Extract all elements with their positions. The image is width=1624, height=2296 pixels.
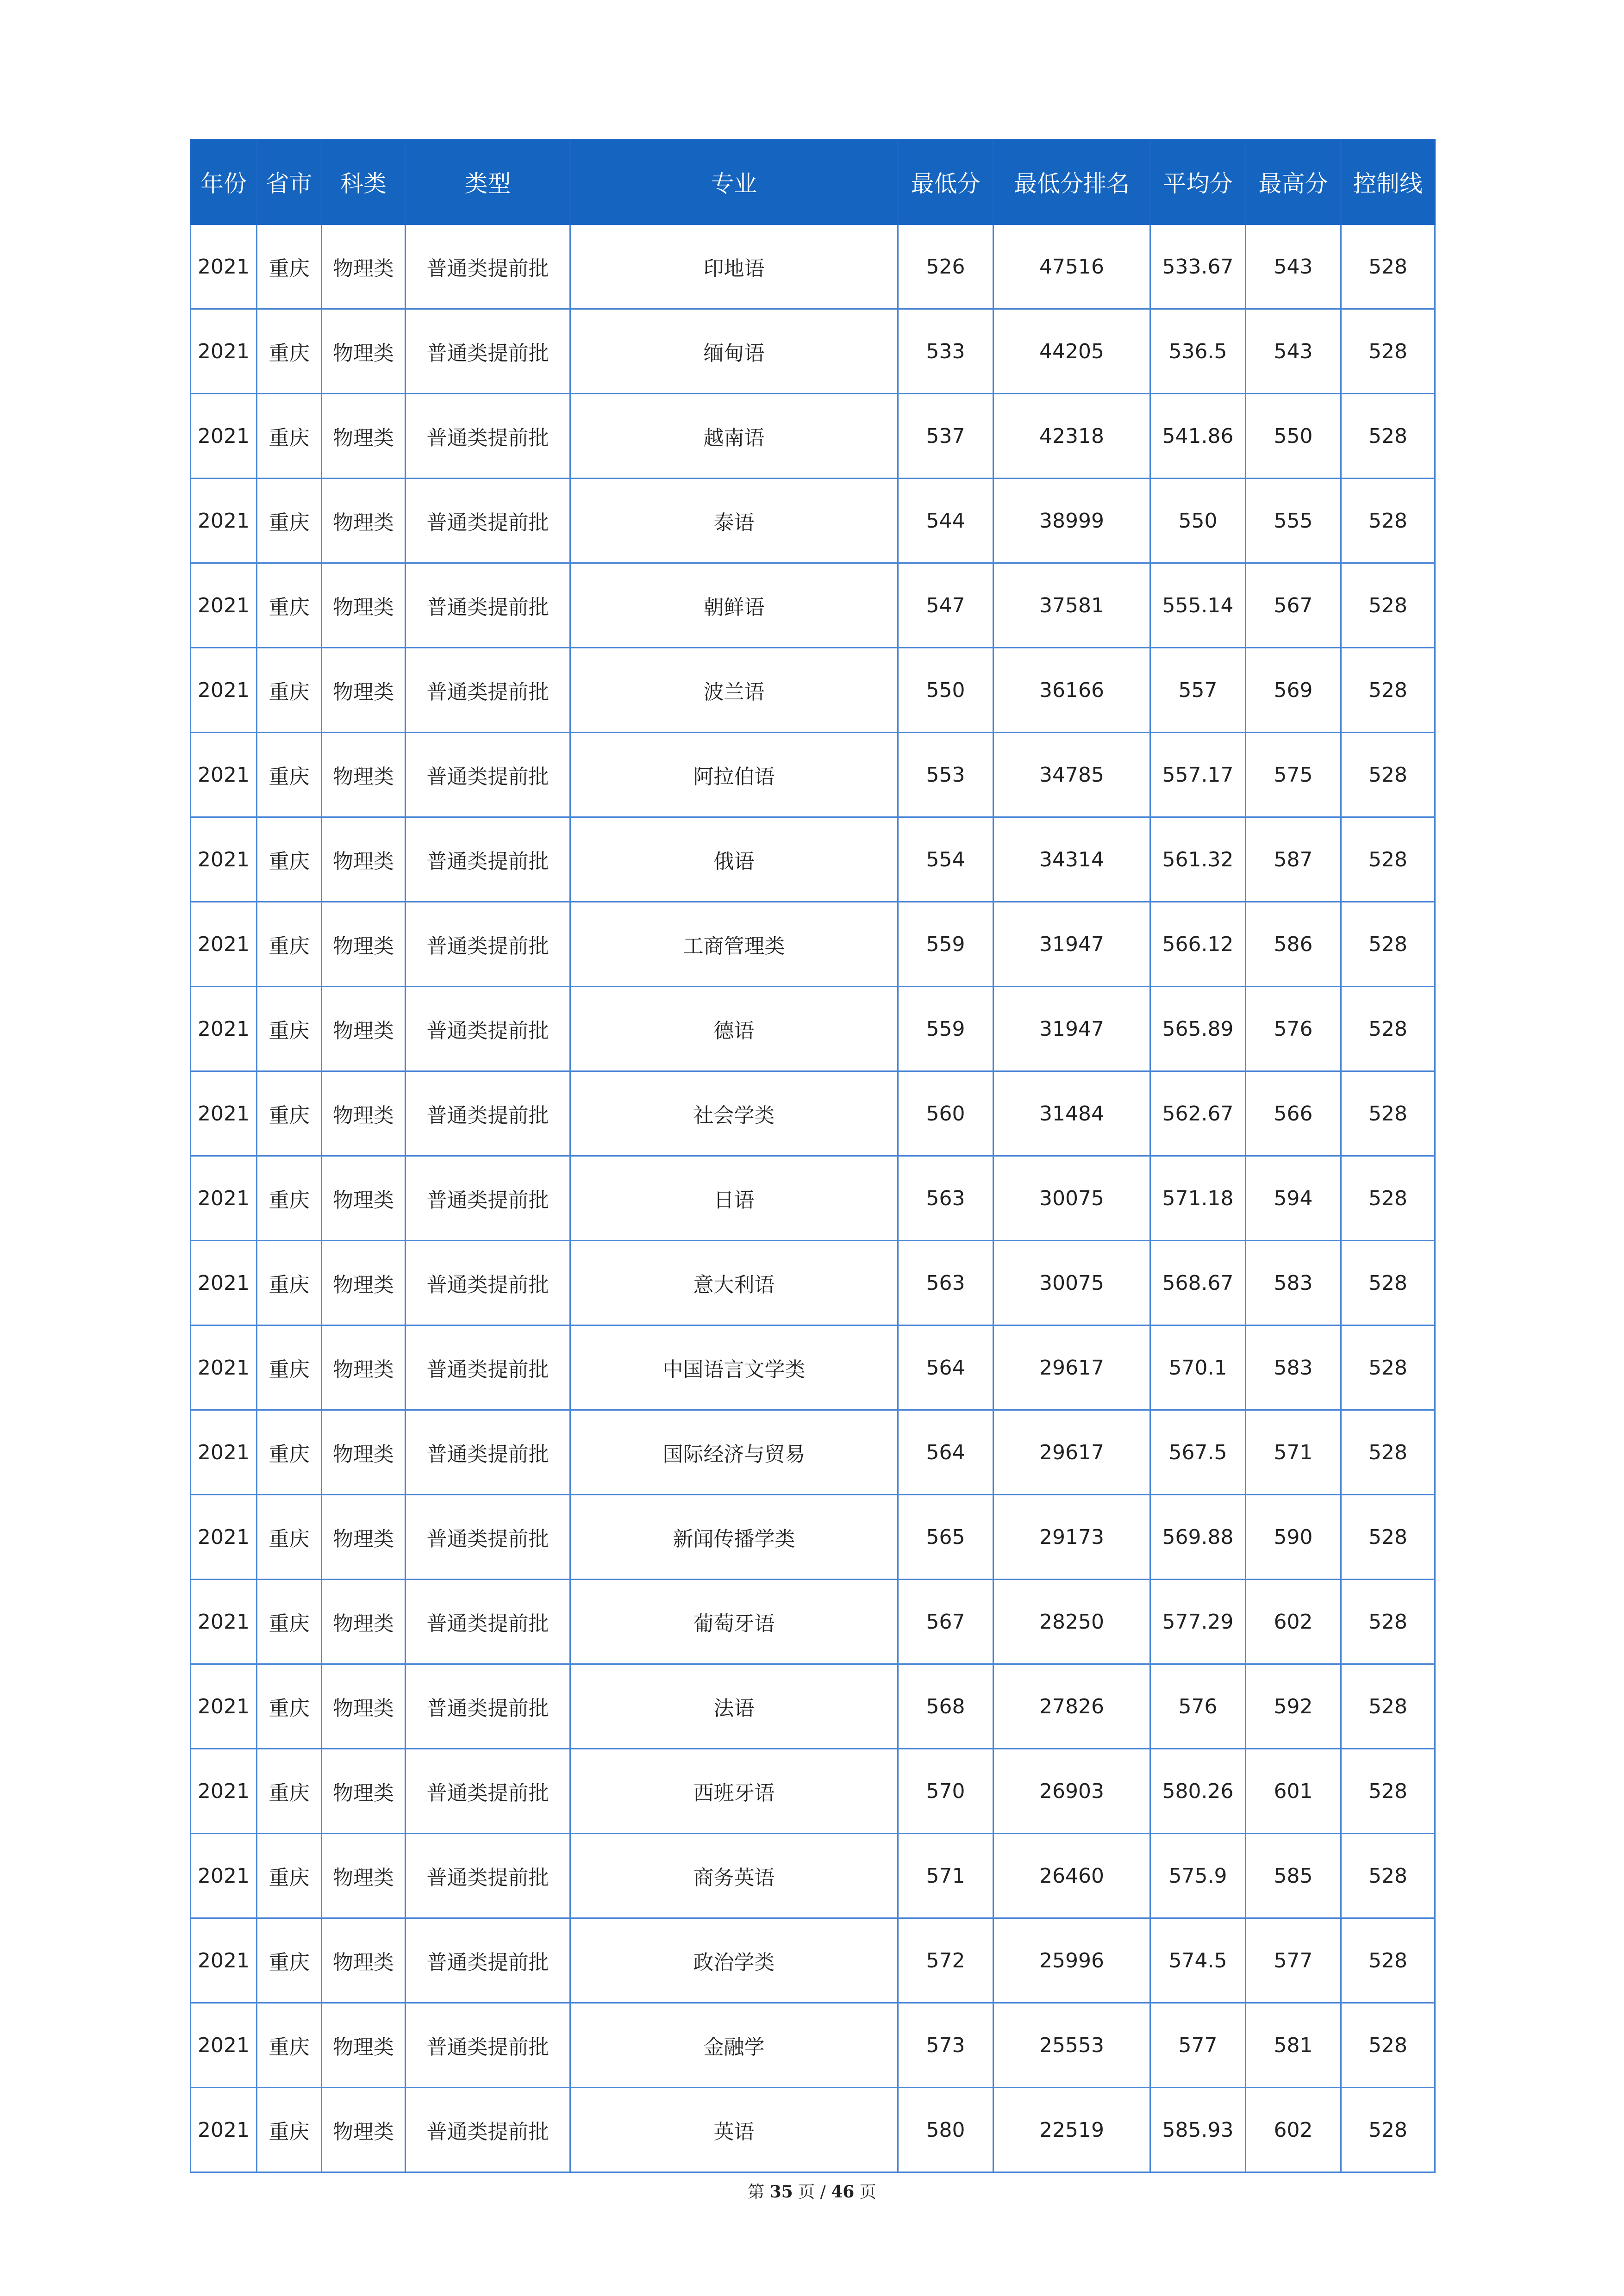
column-header: 科类 <box>322 140 406 224</box>
avg-score-cell: 561.32 <box>1150 817 1246 902</box>
subject-cell: 物理类 <box>322 1495 406 1580</box>
min-rank-cell: 29173 <box>993 1495 1150 1580</box>
province-cell: 重庆 <box>257 1664 322 1749</box>
batch-type-cell: 普通类提前批 <box>406 1918 570 2003</box>
batch-type-cell: 普通类提前批 <box>406 1156 570 1241</box>
year-cell: 2021 <box>191 902 257 987</box>
control-line-cell: 528 <box>1341 394 1435 479</box>
control-line-cell: 528 <box>1341 1071 1435 1156</box>
subject-cell: 物理类 <box>322 2088 406 2172</box>
table-row <box>191 987 1435 1071</box>
min-score-cell: 560 <box>898 1071 993 1156</box>
subject-cell: 物理类 <box>322 309 406 394</box>
control-line-cell: 528 <box>1341 733 1435 817</box>
batch-type-cell: 普通类提前批 <box>406 648 570 733</box>
max-score-cell: 601 <box>1246 1749 1341 1834</box>
max-score-cell: 577 <box>1246 1918 1341 2003</box>
province-cell: 重庆 <box>257 1410 322 1495</box>
max-score-cell: 587 <box>1246 817 1341 902</box>
batch-type-cell: 普通类提前批 <box>406 1664 570 1749</box>
min-score-cell: 544 <box>898 479 993 563</box>
avg-score-cell: 577 <box>1150 2003 1246 2088</box>
subject-cell: 物理类 <box>322 902 406 987</box>
table-row <box>191 1495 1435 1580</box>
control-line-cell: 528 <box>1341 1749 1435 1834</box>
major-cell: 英语 <box>570 2088 898 2172</box>
table-row <box>191 1071 1435 1156</box>
table-row <box>191 1664 1435 1749</box>
year-cell: 2021 <box>191 1664 257 1749</box>
min-score-cell: 564 <box>898 1410 993 1495</box>
max-score-cell: 594 <box>1246 1156 1341 1241</box>
avg-score-cell: 571.18 <box>1150 1156 1246 1241</box>
year-cell: 2021 <box>191 1156 257 1241</box>
province-cell: 重庆 <box>257 1071 322 1156</box>
batch-type-cell: 普通类提前批 <box>406 817 570 902</box>
province-cell: 重庆 <box>257 394 322 479</box>
year-cell: 2021 <box>191 394 257 479</box>
control-line-cell: 528 <box>1341 479 1435 563</box>
major-cell: 阿拉伯语 <box>570 733 898 817</box>
admission-scores-table <box>190 139 1436 2173</box>
max-score-cell: 581 <box>1246 2003 1341 2088</box>
avg-score-cell: 550 <box>1150 479 1246 563</box>
avg-score-cell: 567.5 <box>1150 1410 1246 1495</box>
table-body <box>191 224 1435 2172</box>
avg-score-cell: 557 <box>1150 648 1246 733</box>
batch-type-cell: 普通类提前批 <box>406 987 570 1071</box>
control-line-cell: 528 <box>1341 817 1435 902</box>
min-score-cell: 565 <box>898 1495 993 1580</box>
table-row <box>191 2003 1435 2088</box>
avg-score-cell: 555.14 <box>1150 563 1246 648</box>
avg-score-cell: 570.1 <box>1150 1325 1246 1410</box>
footer-suffix: 页 <box>859 2183 876 2202</box>
min-score-cell: 559 <box>898 902 993 987</box>
avg-score-cell: 580.26 <box>1150 1749 1246 1834</box>
table-row <box>191 1325 1435 1410</box>
max-score-cell: 585 <box>1246 1834 1341 1918</box>
min-rank-cell: 31947 <box>993 902 1150 987</box>
min-rank-cell: 37581 <box>993 563 1150 648</box>
major-cell: 意大利语 <box>570 1241 898 1325</box>
subject-cell: 物理类 <box>322 1071 406 1156</box>
province-cell: 重庆 <box>257 1918 322 2003</box>
max-score-cell: 550 <box>1246 394 1341 479</box>
batch-type-cell: 普通类提前批 <box>406 563 570 648</box>
province-cell: 重庆 <box>257 1241 322 1325</box>
major-cell: 朝鲜语 <box>570 563 898 648</box>
subject-cell: 物理类 <box>322 1580 406 1664</box>
major-cell: 缅甸语 <box>570 309 898 394</box>
min-score-cell: 526 <box>898 224 993 309</box>
table-row <box>191 2088 1435 2172</box>
province-cell: 重庆 <box>257 224 322 309</box>
max-score-cell: 567 <box>1246 563 1341 648</box>
subject-cell: 物理类 <box>322 817 406 902</box>
min-rank-cell: 31947 <box>993 987 1150 1071</box>
year-cell: 2021 <box>191 1834 257 1918</box>
column-header: 省市 <box>257 140 322 224</box>
control-line-cell: 528 <box>1341 2003 1435 2088</box>
min-score-cell: 563 <box>898 1241 993 1325</box>
control-line-cell: 528 <box>1341 1241 1435 1325</box>
subject-cell: 物理类 <box>322 733 406 817</box>
max-score-cell: 583 <box>1246 1241 1341 1325</box>
control-line-cell: 528 <box>1341 1834 1435 1918</box>
min-score-cell: 554 <box>898 817 993 902</box>
table-row <box>191 1580 1435 1664</box>
year-cell: 2021 <box>191 479 257 563</box>
control-line-cell: 528 <box>1341 309 1435 394</box>
min-score-cell: 572 <box>898 1918 993 2003</box>
batch-type-cell: 普通类提前批 <box>406 1580 570 1664</box>
avg-score-cell: 557.17 <box>1150 733 1246 817</box>
table-row <box>191 394 1435 479</box>
subject-cell: 物理类 <box>322 394 406 479</box>
column-header: 专业 <box>570 140 898 224</box>
avg-score-cell: 585.93 <box>1150 2088 1246 2172</box>
major-cell: 印地语 <box>570 224 898 309</box>
year-cell: 2021 <box>191 1495 257 1580</box>
year-cell: 2021 <box>191 563 257 648</box>
batch-type-cell: 普通类提前批 <box>406 2088 570 2172</box>
min-rank-cell: 22519 <box>993 2088 1150 2172</box>
province-cell: 重庆 <box>257 2003 322 2088</box>
province-cell: 重庆 <box>257 1495 322 1580</box>
max-score-cell: 569 <box>1246 648 1341 733</box>
min-score-cell: 573 <box>898 2003 993 2088</box>
major-cell: 波兰语 <box>570 648 898 733</box>
footer-prefix: 第 <box>748 2183 765 2202</box>
province-cell: 重庆 <box>257 987 322 1071</box>
max-score-cell: 576 <box>1246 987 1341 1071</box>
min-score-cell: 571 <box>898 1834 993 1918</box>
province-cell: 重庆 <box>257 733 322 817</box>
control-line-cell: 528 <box>1341 1664 1435 1749</box>
avg-score-cell: 569.88 <box>1150 1495 1246 1580</box>
province-cell: 重庆 <box>257 1749 322 1834</box>
avg-score-cell: 576 <box>1150 1664 1246 1749</box>
avg-score-cell: 541.86 <box>1150 394 1246 479</box>
min-rank-cell: 25996 <box>993 1918 1150 2003</box>
min-score-cell: 567 <box>898 1580 993 1664</box>
major-cell: 国际经济与贸易 <box>570 1410 898 1495</box>
control-line-cell: 528 <box>1341 1410 1435 1495</box>
min-rank-cell: 47516 <box>993 224 1150 309</box>
batch-type-cell: 普通类提前批 <box>406 1410 570 1495</box>
max-score-cell: 571 <box>1246 1410 1341 1495</box>
year-cell: 2021 <box>191 1071 257 1156</box>
control-line-cell: 528 <box>1341 563 1435 648</box>
major-cell: 俄语 <box>570 817 898 902</box>
province-cell: 重庆 <box>257 479 322 563</box>
province-cell: 重庆 <box>257 1325 322 1410</box>
table-row <box>191 1834 1435 1918</box>
province-cell: 重庆 <box>257 563 322 648</box>
subject-cell: 物理类 <box>322 987 406 1071</box>
min-rank-cell: 28250 <box>993 1580 1150 1664</box>
subject-cell: 物理类 <box>322 1664 406 1749</box>
year-cell: 2021 <box>191 1580 257 1664</box>
table-row <box>191 563 1435 648</box>
table-row <box>191 1156 1435 1241</box>
major-cell: 日语 <box>570 1156 898 1241</box>
table-row <box>191 309 1435 394</box>
province-cell: 重庆 <box>257 817 322 902</box>
avg-score-cell: 575.9 <box>1150 1834 1246 1918</box>
province-cell: 重庆 <box>257 309 322 394</box>
province-cell: 重庆 <box>257 2088 322 2172</box>
year-cell: 2021 <box>191 733 257 817</box>
footer-middle: 页 / <box>798 2183 826 2202</box>
control-line-cell: 528 <box>1341 1325 1435 1410</box>
column-header: 控制线 <box>1341 140 1435 224</box>
column-header: 年份 <box>191 140 257 224</box>
year-cell: 2021 <box>191 987 257 1071</box>
control-line-cell: 528 <box>1341 1495 1435 1580</box>
province-cell: 重庆 <box>257 902 322 987</box>
subject-cell: 物理类 <box>322 224 406 309</box>
page-footer <box>0 2179 1624 2203</box>
subject-cell: 物理类 <box>322 2003 406 2088</box>
major-cell: 中国语言文学类 <box>570 1325 898 1410</box>
batch-type-cell: 普通类提前批 <box>406 2003 570 2088</box>
min-score-cell: 537 <box>898 394 993 479</box>
province-cell: 重庆 <box>257 1156 322 1241</box>
column-header: 平均分 <box>1150 140 1246 224</box>
year-cell: 2021 <box>191 1749 257 1834</box>
subject-cell: 物理类 <box>322 1749 406 1834</box>
table-row <box>191 1749 1435 1834</box>
max-score-cell: 575 <box>1246 733 1341 817</box>
control-line-cell: 528 <box>1341 648 1435 733</box>
major-cell: 政治学类 <box>570 1918 898 2003</box>
batch-type-cell: 普通类提前批 <box>406 394 570 479</box>
year-cell: 2021 <box>191 648 257 733</box>
major-cell: 西班牙语 <box>570 1749 898 1834</box>
min-rank-cell: 30075 <box>993 1241 1150 1325</box>
min-score-cell: 568 <box>898 1664 993 1749</box>
min-score-cell: 547 <box>898 563 993 648</box>
major-cell: 泰语 <box>570 479 898 563</box>
batch-type-cell: 普通类提前批 <box>406 1834 570 1918</box>
min-rank-cell: 31484 <box>993 1071 1150 1156</box>
max-score-cell: 566 <box>1246 1071 1341 1156</box>
batch-type-cell: 普通类提前批 <box>406 733 570 817</box>
batch-type-cell: 普通类提前批 <box>406 224 570 309</box>
year-cell: 2021 <box>191 1410 257 1495</box>
min-rank-cell: 36166 <box>993 648 1150 733</box>
control-line-cell: 528 <box>1341 1580 1435 1664</box>
min-rank-cell: 26903 <box>993 1749 1150 1834</box>
control-line-cell: 528 <box>1341 224 1435 309</box>
control-line-cell: 528 <box>1341 1156 1435 1241</box>
batch-type-cell: 普通类提前批 <box>406 902 570 987</box>
batch-type-cell: 普通类提前批 <box>406 479 570 563</box>
avg-score-cell: 565.89 <box>1150 987 1246 1071</box>
major-cell: 德语 <box>570 987 898 1071</box>
subject-cell: 物理类 <box>322 1241 406 1325</box>
min-rank-cell: 27826 <box>993 1664 1150 1749</box>
control-line-cell: 528 <box>1341 2088 1435 2172</box>
control-line-cell: 528 <box>1341 902 1435 987</box>
max-score-cell: 586 <box>1246 902 1341 987</box>
subject-cell: 物理类 <box>322 1156 406 1241</box>
column-header: 最高分 <box>1246 140 1341 224</box>
table-row <box>191 479 1435 563</box>
province-cell: 重庆 <box>257 1834 322 1918</box>
batch-type-cell: 普通类提前批 <box>406 1325 570 1410</box>
max-score-cell: 555 <box>1246 479 1341 563</box>
major-cell: 社会学类 <box>570 1071 898 1156</box>
year-cell: 2021 <box>191 2003 257 2088</box>
min-rank-cell: 29617 <box>993 1410 1150 1495</box>
table-row <box>191 1918 1435 2003</box>
major-cell: 法语 <box>570 1664 898 1749</box>
subject-cell: 物理类 <box>322 479 406 563</box>
min-score-cell: 553 <box>898 733 993 817</box>
table-row <box>191 648 1435 733</box>
year-cell: 2021 <box>191 1241 257 1325</box>
min-rank-cell: 38999 <box>993 479 1150 563</box>
control-line-cell: 528 <box>1341 1918 1435 2003</box>
column-header: 最低分排名 <box>993 140 1150 224</box>
column-header: 最低分 <box>898 140 993 224</box>
table-row <box>191 1241 1435 1325</box>
avg-score-cell: 566.12 <box>1150 902 1246 987</box>
major-cell: 金融学 <box>570 2003 898 2088</box>
table-row <box>191 1410 1435 1495</box>
major-cell: 商务英语 <box>570 1834 898 1918</box>
min-rank-cell: 29617 <box>993 1325 1150 1410</box>
batch-type-cell: 普通类提前批 <box>406 1241 570 1325</box>
avg-score-cell: 562.67 <box>1150 1071 1246 1156</box>
total-pages-number: 46 <box>831 2182 855 2202</box>
min-rank-cell: 25553 <box>993 2003 1150 2088</box>
min-rank-cell: 34314 <box>993 817 1150 902</box>
max-score-cell: 543 <box>1246 309 1341 394</box>
column-header: 类型 <box>406 140 570 224</box>
major-cell: 越南语 <box>570 394 898 479</box>
year-cell: 2021 <box>191 309 257 394</box>
min-score-cell: 580 <box>898 2088 993 2172</box>
max-score-cell: 543 <box>1246 224 1341 309</box>
avg-score-cell: 568.67 <box>1150 1241 1246 1325</box>
year-cell: 2021 <box>191 2088 257 2172</box>
batch-type-cell: 普通类提前批 <box>406 309 570 394</box>
year-cell: 2021 <box>191 817 257 902</box>
min-rank-cell: 42318 <box>993 394 1150 479</box>
table-row <box>191 817 1435 902</box>
current-page-number: 35 <box>769 2182 793 2202</box>
avg-score-cell: 536.5 <box>1150 309 1246 394</box>
year-cell: 2021 <box>191 1325 257 1410</box>
min-rank-cell: 30075 <box>993 1156 1150 1241</box>
table-row <box>191 733 1435 817</box>
min-rank-cell: 34785 <box>993 733 1150 817</box>
batch-type-cell: 普通类提前批 <box>406 1495 570 1580</box>
min-rank-cell: 44205 <box>993 309 1150 394</box>
subject-cell: 物理类 <box>322 648 406 733</box>
control-line-cell: 528 <box>1341 987 1435 1071</box>
max-score-cell: 583 <box>1246 1325 1341 1410</box>
min-score-cell: 564 <box>898 1325 993 1410</box>
min-score-cell: 533 <box>898 309 993 394</box>
min-score-cell: 550 <box>898 648 993 733</box>
batch-type-cell: 普通类提前批 <box>406 1071 570 1156</box>
avg-score-cell: 533.67 <box>1150 224 1246 309</box>
province-cell: 重庆 <box>257 648 322 733</box>
major-cell: 新闻传播学类 <box>570 1495 898 1580</box>
subject-cell: 物理类 <box>322 1834 406 1918</box>
min-score-cell: 570 <box>898 1749 993 1834</box>
header-row <box>191 140 1435 224</box>
min-score-cell: 559 <box>898 987 993 1071</box>
max-score-cell: 602 <box>1246 2088 1341 2172</box>
province-cell: 重庆 <box>257 1580 322 1664</box>
min-score-cell: 563 <box>898 1156 993 1241</box>
batch-type-cell: 普通类提前批 <box>406 1749 570 1834</box>
major-cell: 工商管理类 <box>570 902 898 987</box>
subject-cell: 物理类 <box>322 563 406 648</box>
subject-cell: 物理类 <box>322 1918 406 2003</box>
major-cell: 葡萄牙语 <box>570 1580 898 1664</box>
subject-cell: 物理类 <box>322 1410 406 1495</box>
table-row <box>191 224 1435 309</box>
year-cell: 2021 <box>191 224 257 309</box>
avg-score-cell: 574.5 <box>1150 1918 1246 2003</box>
table-row <box>191 902 1435 987</box>
max-score-cell: 592 <box>1246 1664 1341 1749</box>
max-score-cell: 590 <box>1246 1495 1341 1580</box>
year-cell: 2021 <box>191 1918 257 2003</box>
subject-cell: 物理类 <box>322 1325 406 1410</box>
avg-score-cell: 577.29 <box>1150 1580 1246 1664</box>
min-rank-cell: 26460 <box>993 1834 1150 1918</box>
max-score-cell: 602 <box>1246 1580 1341 1664</box>
